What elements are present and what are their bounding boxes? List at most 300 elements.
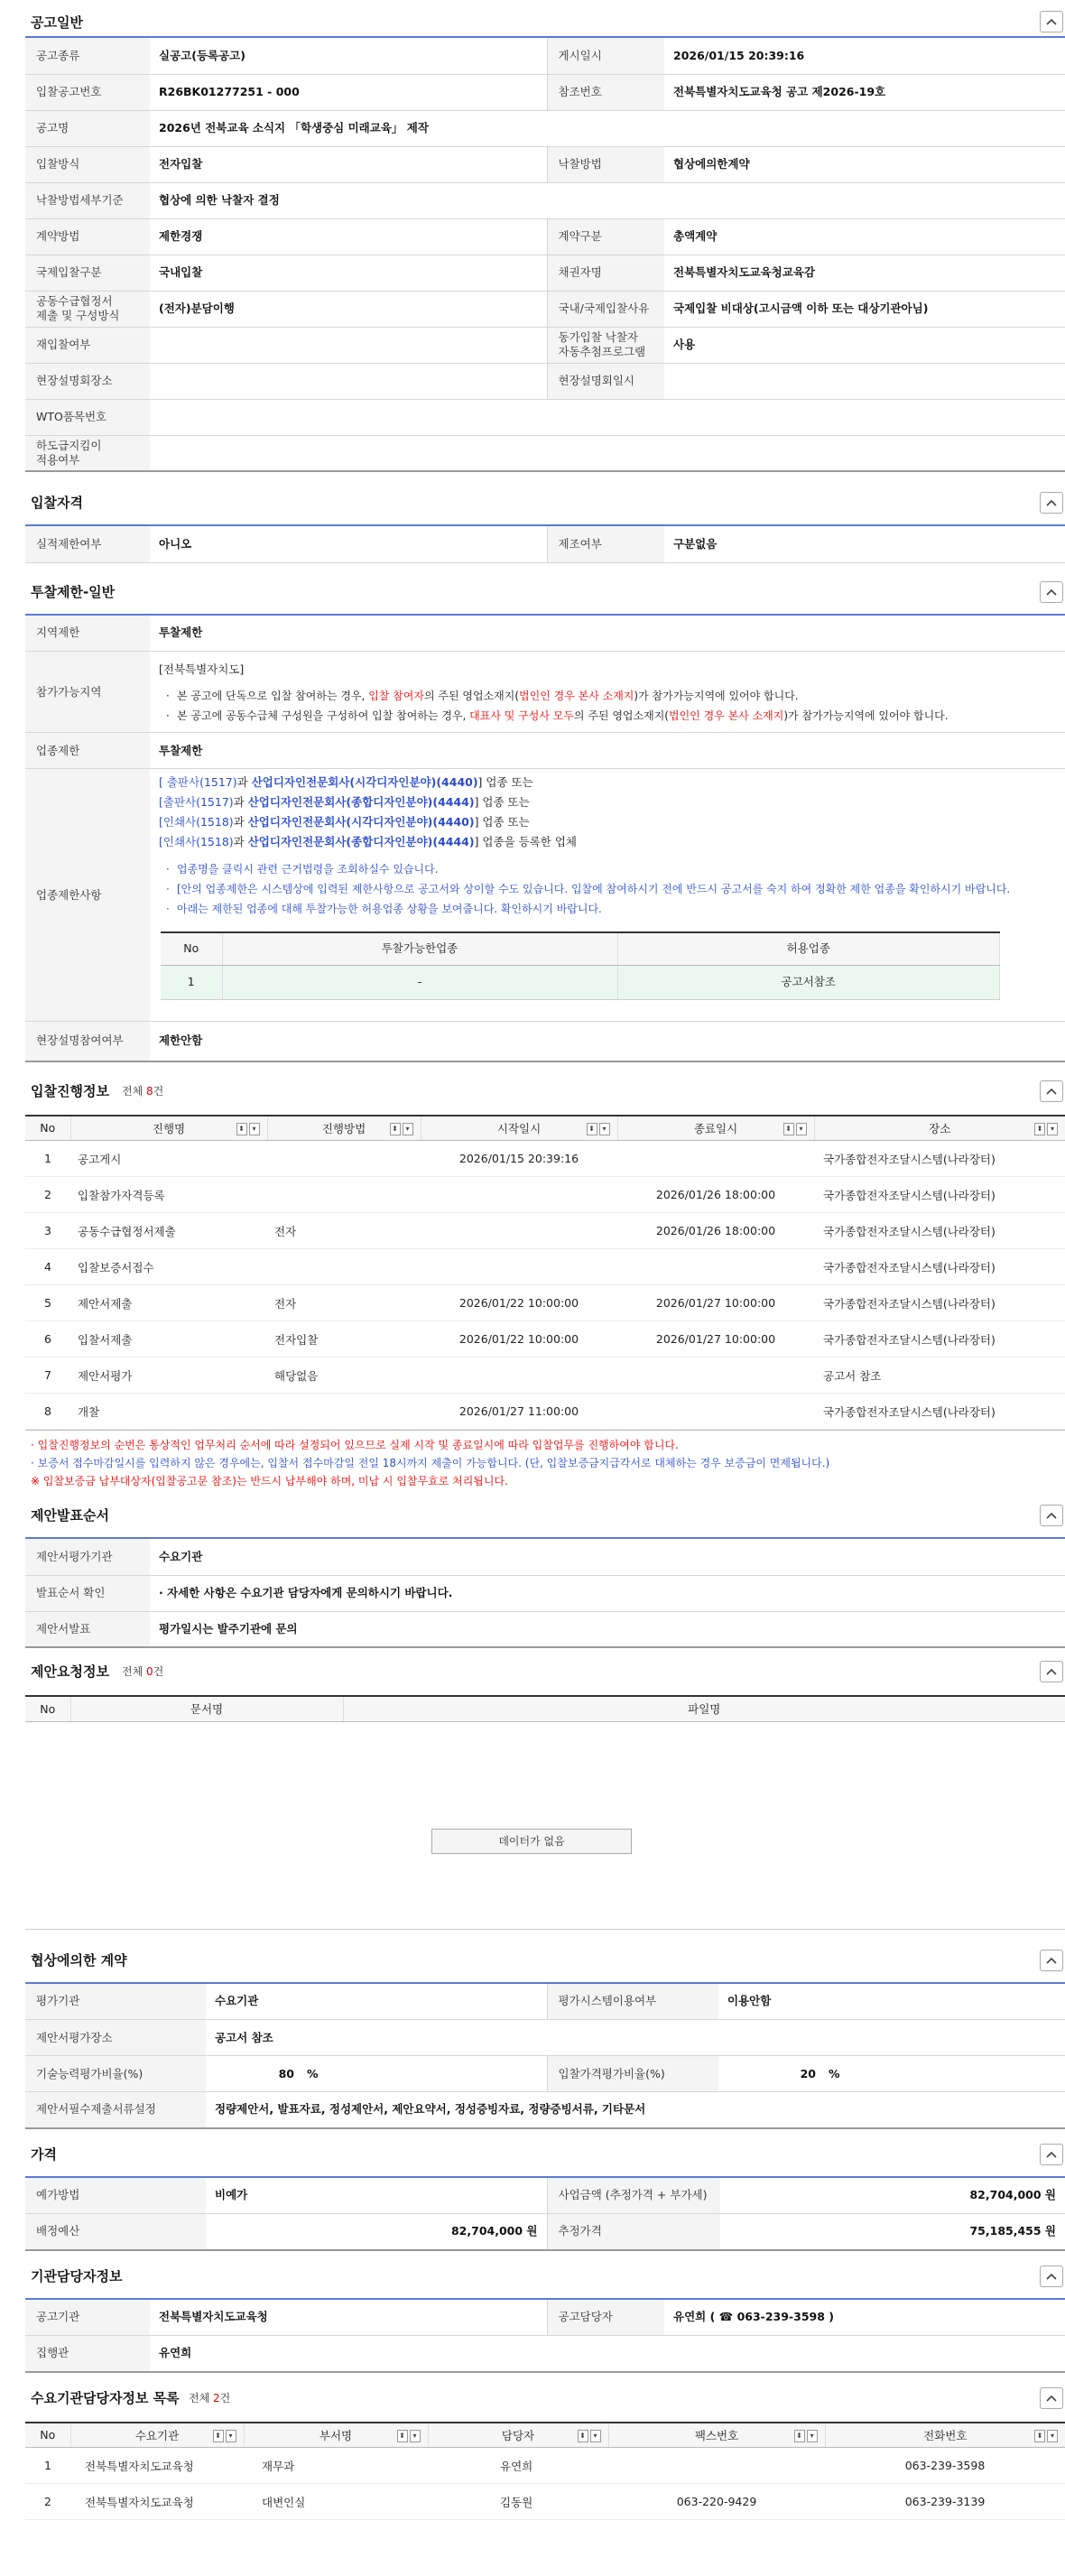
cell: 2 <box>25 1177 70 1213</box>
column-header <box>25 2423 70 2448</box>
sort-controls <box>213 2430 236 2442</box>
value <box>718 2056 1065 2092</box>
cell: 유연희 <box>428 2448 608 2484</box>
column-header: 허용업종 <box>617 932 1000 965</box>
section-title: 제안발표순서 <box>31 1507 109 1524</box>
cell: 공고게시 <box>70 1141 267 1177</box>
section-title: 수요기관담당자정보 목록 <box>31 2389 180 2406</box>
progress-table <box>25 1115 1065 1431</box>
table-row <box>25 1177 1065 1213</box>
value: 75,185,455 원 <box>720 2214 1065 2250</box>
value: 제한안함 <box>150 1022 1065 1061</box>
sort-icon[interactable]: ⬍ <box>578 2430 588 2442</box>
column-header-label: 진행명 <box>152 1121 186 1135</box>
column-header[interactable] <box>617 1116 814 1141</box>
text: 과 <box>233 795 248 809</box>
value <box>150 399 1065 435</box>
section-header <box>25 1070 1065 1115</box>
sort-icon[interactable]: ⬍ <box>783 1123 794 1135</box>
label: 공고명 <box>25 110 150 146</box>
cell: 공고서 참조 <box>814 1357 1065 1394</box>
value <box>664 363 1065 399</box>
industry-note: · 아래는 제한된 업종에 대해 투찰가능한 허용업종 상황을 보여줍니다. 확인하시기 바랍니다. <box>159 899 1056 919</box>
text: 법인인 경우 본사 소재지 <box>668 709 784 722</box>
negotiation-section <box>25 1939 1065 2129</box>
qualification-section <box>25 481 1065 563</box>
label: 게시일시 <box>547 38 664 74</box>
cell: 7 <box>25 1357 70 1394</box>
filter-dropdown-icon[interactable]: ▾ <box>590 2430 601 2442</box>
sort-icon[interactable]: ⬍ <box>213 2430 224 2442</box>
table-row <box>25 1321 1065 1357</box>
label: 재입찰여부 <box>25 327 150 363</box>
value: 전북특별자치도교육청교육감 <box>664 255 1065 291</box>
cell: 5 <box>25 1285 70 1321</box>
value: 2026/01/15 20:39:16 <box>664 38 1065 74</box>
section-header <box>25 1650 1065 1695</box>
label: 낙찰방법세부기준 <box>25 182 150 218</box>
cell: 전북특별자치도교육청 <box>70 2484 244 2520</box>
industry-link[interactable]: [ 출판사(1517) <box>159 775 237 789</box>
sort-icon[interactable]: ⬍ <box>397 2430 408 2442</box>
label: 지역제한 <box>25 616 150 652</box>
cell: 3 <box>25 1213 70 1249</box>
cell: 2026/01/27 10:00:00 <box>617 1285 814 1321</box>
column-header[interactable] <box>428 2423 608 2448</box>
sort-controls <box>390 1123 413 1135</box>
proposal-request-section <box>25 1650 1065 1930</box>
sort-icon[interactable]: ⬍ <box>390 1123 401 1135</box>
proposal-request-table <box>25 1695 1065 1722</box>
cell <box>617 1141 814 1177</box>
filter-dropdown-icon[interactable]: ▾ <box>249 1123 260 1135</box>
value: 전북특별자치도교육청 공고 제2026-19호 <box>664 74 1065 110</box>
sort-controls <box>578 2430 601 2442</box>
label: 제안서평가장소 <box>25 2020 206 2056</box>
label: 낙찰방법 <box>547 146 664 182</box>
label-line: 동가입찰 낙찰자 <box>558 330 638 344</box>
label: 현장설명회장소 <box>25 363 150 399</box>
industry-note: · [안의 업종제한은 시스템상에 입력된 제한사항으로 공고서와 상이할 수도 있습니다. 입찰에 참여하시기 전에 반드시 공고서를 숙지 하여 정확한 제한 업종을 확인하시기 바랍니다. <box>159 879 1056 899</box>
column-header[interactable] <box>267 1116 421 1141</box>
filter-dropdown-icon[interactable]: ▾ <box>796 1123 807 1135</box>
agency-contact-section <box>25 2255 1065 2373</box>
text: ] 업종을 등록한 업체 <box>474 835 577 848</box>
total-count <box>122 1083 163 1098</box>
text: 의 주된 영업소재지( <box>573 709 669 722</box>
value: 투찰제한 <box>150 616 1065 652</box>
value: 총액계약 <box>664 218 1065 255</box>
cell: 2 <box>25 2484 70 2520</box>
cell: 2026/01/26 18:00:00 <box>617 1213 814 1249</box>
cell: 8 <box>25 1394 70 1430</box>
text: )가 참가가능지역에 있어야 합니다. <box>634 689 799 702</box>
tech-ratio: 80 <box>278 2066 294 2080</box>
table-row <box>25 1357 1065 1394</box>
column-header[interactable] <box>608 2423 825 2448</box>
qualification-table <box>25 526 1065 563</box>
collapse-button[interactable] <box>1040 1080 1063 1102</box>
industry-notes <box>159 859 1056 919</box>
column-header-label: 전화번호 <box>923 2428 968 2442</box>
section-title: 입찰진행정보 <box>31 1082 109 1099</box>
section-header <box>25 1939 1065 1984</box>
proposal-order-table <box>25 1539 1065 1648</box>
demand-contact-section <box>25 2377 1065 2521</box>
progress-note: · 보증서 접수마감일시를 입력하지 않은 경우에는, 입찰서 접수마감일 전일 18시까지 제출이 가능합니다. (단, 입찰보증금지급각서로 대체하는 경우 보증금이 면제됩니다.) <box>31 1457 830 1469</box>
label: 평가시스템이용여부 <box>547 1984 718 2020</box>
section-header <box>25 2255 1065 2300</box>
industry-link[interactable]: 산업디자인전문회사(시각디자인분야)(4440) <box>251 775 478 789</box>
label-line: 하도급지킴이 <box>36 438 102 452</box>
value: 아니오 <box>150 526 547 562</box>
cell: 국가종합전자조달시스템(나라장터) <box>814 1213 1065 1249</box>
progress-note: · 입찰진행정보의 순번은 통상적인 업무처리 순서에 따라 설정되어 있으므로 실제 시작 및 종료일시에 따라 입찰업무를 진행하여야 합니다. <box>31 1439 679 1451</box>
chevron-up-icon <box>1046 2151 1057 2158</box>
cell: 전자입찰 <box>267 1321 421 1357</box>
column-header[interactable] <box>825 2423 1065 2448</box>
label-line: 적용여부 <box>36 452 80 467</box>
cell <box>617 1394 814 1430</box>
text: 입찰 참여자 <box>368 689 424 702</box>
value: 수요기관 <box>150 1539 1065 1575</box>
value: 국내입찰 <box>150 255 547 291</box>
label: 업종제한사항 <box>25 769 150 1022</box>
section-header <box>25 2 1065 38</box>
value: 유연희 ( ☎ 063-239-3598 ) <box>664 2300 1065 2336</box>
label: 국제입찰구분 <box>25 255 150 291</box>
label: 입찰가격평가비율(%) <box>547 2056 718 2092</box>
value: R26BK01277251 - 000 <box>150 74 547 110</box>
sort-icon[interactable]: ⬍ <box>1034 1123 1045 1135</box>
section-title: 기관담당자정보 <box>31 2267 123 2284</box>
sort-icon[interactable]: ⬍ <box>1034 2430 1045 2442</box>
filter-dropdown-icon[interactable]: ▾ <box>1047 2430 1058 2442</box>
table-row <box>25 2448 1065 2484</box>
area-head: [전북특별자치도] <box>159 662 245 676</box>
cell: 해당없음 <box>267 1357 421 1394</box>
collapse-button[interactable] <box>1040 2387 1063 2409</box>
column-header[interactable] <box>421 1116 617 1141</box>
area-note <box>159 686 1056 706</box>
count-unit: 건 <box>153 1084 164 1098</box>
section-title: 투찰제한-일반 <box>31 583 116 600</box>
cell: 6 <box>25 1321 70 1357</box>
allowed-industry-table <box>161 931 1000 1000</box>
price-ratio: 20 <box>800 2066 816 2080</box>
industry-link[interactable]: [인쇄사(1518) <box>159 835 234 848</box>
cell: 1 <box>25 2448 70 2484</box>
cell: 063-239-3139 <box>825 2484 1065 2520</box>
label: 계약구분 <box>547 218 664 255</box>
value: 구분없음 <box>664 526 1065 562</box>
text: ] 업종 또는 <box>477 775 533 789</box>
industry-link[interactable]: [인쇄사(1518) <box>159 815 234 829</box>
sort-controls <box>587 1123 610 1135</box>
industry-row <box>159 832 1056 852</box>
industry-detail <box>150 769 1065 1022</box>
chevron-up-icon <box>1046 1512 1057 1519</box>
cell: 재무과 <box>244 2448 428 2484</box>
label: 추정가격 <box>547 2214 720 2250</box>
column-header: No <box>161 932 222 965</box>
value: 이용안함 <box>718 1984 1065 2020</box>
column-header-label: No <box>40 2428 56 2442</box>
table-row <box>25 1285 1065 1321</box>
cell <box>421 1357 617 1394</box>
cell <box>608 2448 825 2484</box>
count-label: 전체 <box>122 1084 144 1098</box>
section-header <box>25 570 1065 616</box>
sort-icon[interactable]: ⬍ <box>587 1123 597 1135</box>
cell: 2026/01/27 10:00:00 <box>617 1321 814 1357</box>
text: 본 공고에 단독으로 입찰 참여하는 경우, <box>177 689 369 702</box>
chevron-up-icon <box>1046 499 1057 506</box>
column-header-label: 담당자 <box>501 2428 535 2442</box>
industry-note: · 업종명을 클릭시 관련 근거법령을 조회하실수 있습니다. <box>159 859 1056 879</box>
restriction-section <box>25 570 1065 1062</box>
cell: 국가종합전자조달시스템(나라장터) <box>814 1394 1065 1430</box>
industry-row <box>159 773 1056 792</box>
label: 채권자명 <box>547 255 664 291</box>
cell: 전북특별자치도교육청 <box>70 2448 244 2484</box>
unit: % <box>829 2066 840 2080</box>
collapse-button[interactable] <box>1040 1505 1063 1526</box>
chevron-up-icon <box>1046 18 1057 25</box>
section-header <box>25 2133 1065 2178</box>
text: 과 <box>236 775 252 789</box>
cell: 2026/01/15 20:39:16 <box>421 1141 617 1177</box>
section-title: 협상에의한 계약 <box>31 1951 127 1969</box>
notice-general-section <box>25 2 1065 472</box>
label-line: 자동추첨프로그램 <box>558 345 646 358</box>
demand-contact-table <box>25 2422 1065 2521</box>
label: 입찰공고번호 <box>25 74 150 110</box>
value: 협상에의한계약 <box>664 146 1065 182</box>
label <box>25 291 150 327</box>
label: 입찰방식 <box>25 146 150 182</box>
value: 국제입찰 비대상(고시금액 이하 또는 대상기관아님) <box>664 291 1065 327</box>
cell: 2026/01/22 10:00:00 <box>421 1285 617 1321</box>
cell: 김동원 <box>428 2484 608 2520</box>
cell: 개찰 <box>70 1394 267 1430</box>
label: 참가가능지역 <box>25 652 150 733</box>
cell <box>267 1394 421 1430</box>
collapse-button[interactable] <box>1040 581 1063 603</box>
table-row <box>25 1249 1065 1285</box>
label-line: 제출 및 구성방식 <box>36 309 120 322</box>
column-header-label: 수요기관 <box>134 2428 180 2442</box>
label: 공고담당자 <box>547 2300 664 2336</box>
cell: - <box>222 965 617 999</box>
column-header[interactable] <box>70 2423 244 2448</box>
cell: 1 <box>25 1141 70 1177</box>
label: 계약방법 <box>25 218 150 255</box>
value: 투찰제한 <box>150 733 1065 769</box>
filter-dropdown-icon[interactable]: ▾ <box>599 1123 610 1135</box>
value: 전북특별자치도교육청 <box>150 2300 547 2336</box>
label: 업종제한 <box>25 733 150 769</box>
label: 제안서필수제출서류설정 <box>25 2092 206 2128</box>
notice-title: 2026년 전북교육 소식지 「학생중심 미래교육」 제작 <box>150 110 1065 146</box>
industry-row <box>159 792 1056 812</box>
collapse-button[interactable] <box>1040 2266 1063 2287</box>
cell: 전자 <box>267 1285 421 1321</box>
table-row <box>25 1394 1065 1430</box>
industry-link[interactable]: [출판사(1517) <box>159 795 234 809</box>
filter-dropdown-icon[interactable]: ▾ <box>410 2430 421 2442</box>
column-header-label: No <box>40 1121 56 1135</box>
negotiation-table <box>25 1984 1065 2129</box>
cell <box>421 1177 617 1213</box>
progress-section <box>25 1070 1065 1491</box>
column-header: No <box>25 1696 70 1721</box>
value: 82,704,000 원 <box>720 2178 1065 2214</box>
sort-icon[interactable]: ⬍ <box>236 1123 247 1135</box>
table-row <box>161 965 1000 999</box>
column-header: 파일명 <box>343 1696 1065 1721</box>
chevron-up-icon <box>1046 1957 1057 1964</box>
cell: 063-239-3598 <box>825 2448 1065 2484</box>
text: ] 업종 또는 <box>474 815 530 829</box>
industry-link[interactable]: 산업디자인전문회사(종합디자인분야)(4444) <box>247 795 475 809</box>
area-notes <box>159 686 1056 726</box>
industry-link[interactable]: 산업디자인전문회사(종합디자인분야)(4444) <box>247 835 475 848</box>
no-data-message: 데이터가 없음 <box>431 1829 632 1854</box>
cell: 국가종합전자조달시스템(나라장터) <box>814 1285 1065 1321</box>
value: 전자입찰 <box>150 146 547 182</box>
cell: 대변인실 <box>244 2484 428 2520</box>
filter-dropdown-icon[interactable]: ▾ <box>1047 1123 1058 1135</box>
value: 수요기관 <box>206 1984 547 2020</box>
label: 공고종류 <box>25 38 150 74</box>
cell <box>267 1141 421 1177</box>
text: 법인인 경우 본사 소재지 <box>519 689 634 702</box>
cell: 공동수급협정서제출 <box>70 1213 267 1249</box>
section-title: 공고일반 <box>31 14 83 31</box>
notice-general-table <box>25 38 1065 472</box>
value: 협상에 의한 낙찰자 결정 <box>150 182 1065 218</box>
sort-controls <box>1034 1123 1058 1135</box>
cell: 2026/01/26 18:00:00 <box>617 1177 814 1213</box>
cell: 전자 <box>267 1213 421 1249</box>
cell: 4 <box>25 1249 70 1285</box>
area-note <box>159 706 1056 726</box>
column-header: 문서명 <box>70 1696 343 1721</box>
filter-dropdown-icon[interactable]: ▾ <box>807 2430 818 2442</box>
column-header-label: 시작일시 <box>496 1121 542 1135</box>
label: 공고기관 <box>25 2300 150 2336</box>
column-header: 투찰가능한업종 <box>222 932 617 965</box>
value: 공고서 참조 <box>206 2020 1065 2056</box>
count-label: 전체 <box>189 2391 210 2405</box>
text: 자세한 사항은 수요기관 담당자에게 문의하시기 바랍니다. <box>167 1586 453 1599</box>
sort-controls <box>397 2430 421 2442</box>
text: 과 <box>233 815 248 829</box>
cell: 제안서평가 <box>70 1357 267 1394</box>
sort-controls <box>794 2430 818 2442</box>
cell: 국가종합전자조달시스템(나라장터) <box>814 1249 1065 1285</box>
sort-icon[interactable]: ⬍ <box>794 2430 805 2442</box>
value: 평가일시는 발주기관에 문의 <box>150 1611 1065 1647</box>
column-header[interactable] <box>814 1116 1065 1141</box>
value <box>150 327 547 363</box>
cell: 공고서참조 <box>617 965 1000 999</box>
collapse-button[interactable] <box>1040 1661 1063 1682</box>
label: 제안서발표 <box>25 1611 150 1647</box>
value: 비예가 <box>206 2178 547 2214</box>
label: WTO품목번호 <box>25 399 150 435</box>
sort-controls <box>236 1123 260 1135</box>
label: 집행관 <box>25 2336 150 2372</box>
cell: 입찰보증서접수 <box>70 1249 267 1285</box>
cell <box>421 1213 617 1249</box>
cell: 2026/01/27 11:00:00 <box>421 1394 617 1430</box>
table-row <box>25 2484 1065 2520</box>
sort-controls <box>783 1123 807 1135</box>
collapse-button[interactable] <box>1040 11 1063 32</box>
agency-contact-table <box>25 2300 1065 2373</box>
count-unit: 건 <box>219 2391 231 2405</box>
label: 현장설명회일시 <box>547 363 664 399</box>
value <box>150 363 547 399</box>
cell <box>617 1249 814 1285</box>
cell: 063-220-9429 <box>608 2484 825 2520</box>
collapse-button[interactable] <box>1040 1950 1063 1971</box>
industry-list <box>159 773 1056 852</box>
cell: 국가종합전자조달시스템(나라장터) <box>814 1141 1065 1177</box>
collapse-button[interactable] <box>1040 2144 1063 2165</box>
label: 제안서평가기관 <box>25 1539 150 1575</box>
label: 배정예산 <box>25 2214 206 2250</box>
value: · 자세한 사항은 수요기관 담당자에게 문의하시기 바랍니다. <box>150 1575 1065 1611</box>
column-header[interactable] <box>70 1116 267 1141</box>
value: 실공고(등록공고) <box>150 38 547 74</box>
label <box>25 435 150 471</box>
chevron-up-icon <box>1046 1668 1057 1675</box>
column-header-label: 장소 <box>929 1121 951 1135</box>
value: (전자)분담이행 <box>150 291 547 327</box>
label: 현장설명참여여부 <box>25 1022 150 1061</box>
cell <box>617 1357 814 1394</box>
table-row <box>25 1141 1065 1177</box>
industry-link[interactable]: 산업디자인전문회사(시각디자인분야)(4440) <box>247 815 475 829</box>
empty-state <box>25 1722 1065 1930</box>
cell: 입찰참가자격등록 <box>70 1177 267 1213</box>
count-value: 0 <box>146 1665 153 1678</box>
column-header-label: 부서명 <box>319 2428 353 2442</box>
collapse-button[interactable] <box>1040 492 1063 514</box>
price-section <box>25 2133 1065 2251</box>
column-header-label: 팩스번호 <box>694 2428 739 2442</box>
label <box>547 327 664 363</box>
filter-dropdown-icon[interactable]: ▾ <box>226 2430 236 2442</box>
section-title: 제안요청정보 <box>31 1663 109 1680</box>
table-row <box>25 1213 1065 1249</box>
column-header-label: 진행방법 <box>321 1121 366 1135</box>
cell: 국가종합전자조달시스템(나라장터) <box>814 1177 1065 1213</box>
cell: 2026/01/22 10:00:00 <box>421 1321 617 1357</box>
count-value: 8 <box>146 1084 153 1098</box>
label: 참조번호 <box>547 74 664 110</box>
section-header <box>25 2377 1065 2422</box>
column-header[interactable] <box>244 2423 428 2448</box>
value: 사용 <box>664 327 1065 363</box>
value <box>150 435 1065 471</box>
filter-dropdown-icon[interactable]: ▾ <box>403 1123 413 1135</box>
price-table <box>25 2178 1065 2251</box>
cell <box>267 1249 421 1285</box>
